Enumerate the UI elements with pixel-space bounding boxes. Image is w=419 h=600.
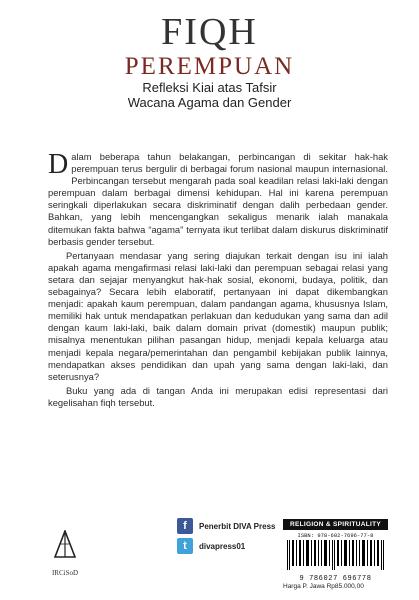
barcode-icon <box>287 540 384 570</box>
book-title-sub: PEREMPUAN <box>124 53 295 80</box>
back-cover-blurb <box>48 151 388 411</box>
isbn-text: ISBN: 978-602-7696-77-8 <box>297 532 374 539</box>
category-badge: RELIGION & SPIRITUALITY <box>283 519 388 530</box>
facebook-icon: f <box>177 518 193 534</box>
twitter-label: divapress01 <box>199 541 246 551</box>
barcode-block <box>283 532 388 583</box>
barcode-digits: 9 786027 696778 <box>299 575 372 583</box>
twitter-link[interactable] <box>177 538 245 554</box>
drop-cap: D <box>48 149 69 180</box>
book-subtitle-line-1: Refleksi Kiai atas Tafsir <box>142 80 277 95</box>
facebook-label: Penerbit DIVA Press <box>199 521 276 531</box>
blurb-paragraph-3: Buku yang ada di tangan Anda ini merupakan edisi representasi dari kegelisahan fiqh tersebut. <box>48 384 388 408</box>
blurb-paragraph-1 <box>48 151 388 248</box>
blurb-paragraph-2: Pertanyaan mendasar yang sering diajukan terkait dengan isu ini ialah apakah agama mengafirmasi relasi laki-laki dan perempuan sebagai relasi yang setara dan sejajar menyangkut hak-hak sosial, ekonomi, budaya, politik, dan sebagainya? Secara lebih elaboratif, pertanyaan ini dapat dikembangkan menjadi: apakah kaum perempuan, dalam pandangan agama, khususnya Islam, memiliki hak untuk mendapatkan perlakuan dan kedudukan yang sama dan adil dengan kaum laki-laki, baik dalam domain privat (domestik) maupun publik; misalnya menentukan pilihan pasangan hidup, menjadi kepala keluarga atau menjadi kepala negara/pemerintahan dan pengambil kebijakan publik lainnya, mendapatkan akses pendidikan dan upah yang sama dengan laki-laki, dan seterusnya? <box>48 249 388 382</box>
blurb-paragraph-1-text: alam beberapa tahun belakangan, perbincangan di sekitar hak-hak perempuan terus bergulir di berbagai forum nasional maupun internasional. Perbincangan tersebut mengarah pada soal keadilan relasi laki-laki dengan perempuan dalam berbagai dimensi kehidupan. Hal ini karena perempuan seringkali diperlakukan secara diskriminatif dengan dalih perbedaan gender. Bahkan, yang lebih mencengangkan sekaligus menarik ialah manakala ditemukan fakta bahwa “agama” ternyata ikut terlibat dalam diskurus diskriminatif berbasis gender tersebut. <box>48 151 388 247</box>
price-label: Harga P. Jawa Rp85.000,00 <box>283 583 364 590</box>
book-subtitle-line-2: Wacana Agama dan Gender <box>127 95 292 110</box>
cover-header <box>0 12 419 110</box>
publisher-logo-label: IRCiSoD <box>51 569 79 577</box>
facebook-link[interactable] <box>177 518 275 534</box>
book-title: FIQH <box>161 11 258 53</box>
publisher-logo <box>45 530 85 577</box>
ircisod-logo-icon <box>54 530 76 564</box>
twitter-icon: t <box>177 538 193 554</box>
